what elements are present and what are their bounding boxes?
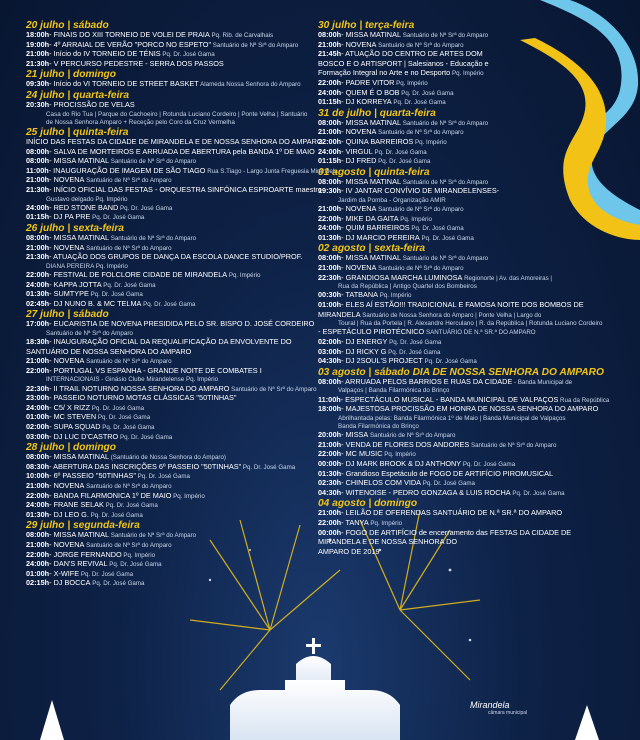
event-time: 18:00h [318,404,342,414]
event-title: - DJ RICKY G [341,346,387,356]
day-heading: 25 julho | quinta-feira [26,126,129,138]
event-title: - MISSA MATINAL [341,176,401,186]
event-time: 08:00h [26,530,50,540]
event-place: Santuário de Nª Srª do Amparo [84,177,172,185]
event-title: - ELES AÍ ESTÃO!!! TRADICIONAL E FAMOSA NOITE DOS BOMBOS DE [341,300,584,310]
event-time: 21:00h [318,508,342,518]
event-title: - FINAIS DO XIII TORNEIO DE VOLEI DE PRAIA [49,30,210,39]
event-title: - QUIM BARREIROS [341,223,410,233]
event-place: Alameda Nossa Senhora do Amparo [198,81,301,89]
event-title: - Grandioso Espetáculo de FOGO DE ARTIFÍCIO PIROMUSICAL [341,468,554,478]
event-title: - JORGE FERNANDO [49,549,122,559]
event-title: - NOVENA [341,204,377,214]
event-time: 21:45h [318,49,342,59]
event-place: Pq. Dr. José Gama [421,480,475,488]
event-place: Pq. Dr. José Gama [387,339,442,347]
event-title: AMPARO DE 2019 [318,546,380,556]
event-title: - NOVENA [49,242,85,252]
event-title: BOSCO E O ARTISPORT | Salesianos - Educação e [318,58,489,68]
event-item [318,301,620,311]
event-place: Pq. Dr. José Gama [391,99,446,107]
event-title: - INAUGURAÇÃO OFICIAL DA REQUALIFICAÇÃO DA ENVOLVENTE DO [49,337,292,347]
event-time: 21:00h [318,204,342,214]
event-time: 23:00h [26,393,50,403]
event-time: 01:00h [26,568,50,578]
event-place: Pq. Dr. José Gama [88,511,143,519]
event-time: 21:00h [318,439,342,449]
event-place: Pq. Dr. José Gama [372,148,427,156]
event-title: - Início do VI TORNEIO DE STREET BASKET [49,79,199,89]
event-place: Santuário de Nª Srª do Amparo [401,255,489,263]
event-place: Santuário de Nª Srª do Amparo [401,178,489,186]
event-time: 20:30h [26,99,50,109]
event-title: - MC STEVEN [49,412,97,422]
event-title: - DJ KORREYA [341,97,392,107]
event-place: Santuário de Nª Srª do Amparo [469,441,557,449]
event-place: Rua da República [558,396,610,404]
event-title: - NOVENA [49,481,85,490]
day-heading: 29 julho | segunda-feira [26,520,140,532]
event-title: - SUMTYPE [49,289,89,299]
logo-name: Mirandela [470,700,510,710]
event-time: 24:00h [318,87,342,97]
event-time: 08:00h [318,117,342,127]
event-place: Santuário de Nª Srª do Amparo [376,265,464,273]
event-time: 22:00h [26,269,50,279]
event-place: Pq. Dr. José Gama [118,433,173,441]
event-title: - DJ 2SOUL'S PROJECT [341,356,423,366]
event-title: - Início do IV TORNEIO DE TÉNIS [49,49,161,59]
event-time: 22:30h [318,272,342,282]
event-place: Santuário de Nª Srª do Amparo [84,541,172,549]
event-title: - DJ MARK BROOK & DJ ANTHONY [341,459,462,468]
event-time: 10:00h [26,471,50,481]
event-title: MIRANDELA E DE NOSSA SENHORA DO [318,537,458,547]
event-time: 21:00h [26,175,50,185]
event-title: - PROCISSÃO DE VELAS [49,99,135,109]
event-time: 09:30h [26,79,50,89]
event-place: Pq. Dr. José Gama [96,414,151,422]
event-item [26,101,316,111]
event-place: Santuário de Nª Srª do Amparo [401,119,489,127]
event-time: 01:30h [318,468,342,478]
event-time: 24:00h [26,500,50,510]
event-title: - 4º ARRAIAL DE VERÃO "PORCO NO ESPETO" [49,39,212,49]
event-place: Pq. Dr. José Gama [141,300,196,308]
event-title: INÍCIO DAS FESTAS DA CIDADE DE MIRANDELA E DE NOSSA SENHORA DO AMPARO [26,136,323,146]
event-time: 22:00h [318,77,342,87]
event-time: 21:00h [318,127,342,137]
event-time: 08:00h [26,156,50,166]
event-place: Pq. Dr. José Gama [241,463,296,471]
event-note: de Nossa Senhora Amparo + Receção pelo Coro da Cruz Vermelha [46,118,235,126]
event-place: Pq. Império [450,70,484,78]
logo-subtitle: câmara municipal [488,710,528,716]
event-item [318,378,620,388]
event-time: 01:00h [26,412,50,422]
event-place: Pq. Império [121,551,156,559]
event-title: - V PERCURSO PEDESTRE - SERRA DOS PASSOS [49,58,224,68]
event-time: 24:00h [318,223,342,233]
event-place: Pq. Dr. José Gama [422,358,477,366]
event-place: Santuário de Nª Srª do Amparo [211,41,299,49]
event-title: - MISSA MATINAL [49,530,109,540]
event-title: - SUPA SQUAD [49,422,101,432]
event-place: Pq. Dr. José Gama [386,348,441,356]
event-title: - MAJESTOSA PROCISSÃO EM HONRA DE NOSSA SENHORA DO AMPARO [341,404,599,414]
event-title: - FESTIVAL DE FOLCLORE CIDADE DE MIRANDELA [49,269,228,279]
event-title: - MISSA MATINAL [341,117,401,127]
event-title: - FOGO DE ARTIFÍCIO de encerramento das FESTAS DA CIDADE DE [341,527,572,537]
event-note: Santuário de Nª Srª do Amparo [46,329,133,337]
event-place: Pq. Dr. José Gama [90,580,145,588]
event-place: Pq. Dr. José Gama [103,502,158,510]
event-title: - ATUAÇÃO DOS GRUPOS DE DANÇA DA ESCOLA DANCE STUDIO/PROF. [49,252,303,262]
event-time: 19:00h [26,39,50,49]
event-title: - SALVA DE MORTEIROS E ARRUADA DE ABERTURA pela BANDA 1º DE MAIO [49,146,315,156]
event-item [26,300,316,310]
event-time: 17:00h [26,319,50,329]
event-item [26,511,316,521]
event-place: Santuário de Nª Srª do Amparo [368,432,456,440]
event-time: 08:00h [318,30,342,39]
event-place: Santuário de Nª Srª do Amparo [84,358,172,366]
event-time: 21:00h [26,481,50,490]
event-item [318,234,620,244]
event-note: Casa do Rio Tua | Parque do Cachoeiro | Rotunda Luciano Cordeiro | Ponte Velha | Santuário [46,110,308,118]
event-title: - VIRGUL [341,146,373,156]
event-place: Santuário de Nª Srª do Amparo [376,41,464,49]
event-place: Pq. Império [394,79,428,87]
event-time: 04:30h [318,356,342,366]
event-time: 21:30h [26,58,50,68]
event-place: Santuário de Nossa Senhora do Amparo | Ponte Velha | Largo do [360,311,542,319]
event-time: 21:00h [26,49,50,59]
event-title: - WITENOISE - PEDRO GONZAGA & LUIS ROCHA [341,487,511,497]
event-time: 22:00h [318,213,342,223]
event-time: 22:30h [26,383,50,393]
program-column-right [318,20,620,557]
event-item [26,80,316,90]
event-time: 22:00h [26,365,50,375]
event-title: - VENDA DE FLORES DOS ANDORES [341,439,470,449]
event-place: Santuário de Nª Srª do Amparo [109,532,197,540]
event-item [26,253,316,263]
event-place: SANTUÁRIO DE N.ª SR.ª DO AMPARO [424,329,536,337]
event-title: - NOVENA [49,175,85,185]
event-title: - ATUAÇÃO DO CENTRO DE ARTES DOM [341,49,483,59]
event-time: 11:00h [26,165,49,175]
event-time: 02:00h [318,337,342,347]
event-place: Pq. Império [171,492,205,500]
event-title: - MISSA MATINAL [49,452,109,462]
mirandela-logo [470,700,527,716]
event-time: 24:00h [26,402,50,412]
event-item [318,187,620,197]
day-heading: 31 de julho | quarta-feira [318,107,436,119]
event-time: 01:15h [26,212,50,222]
event-item [318,98,620,108]
event-title: - PASSEIO NOTURNO MOTAS CLÁSSICAS "50TINHAS" [49,393,237,403]
event-note: Jardim da Pomba - Organização AMIR [338,196,446,204]
event-time: 08:00h [26,452,50,462]
event-place: Regionorte | Av. das Amoreiras | [462,274,553,282]
event-title: - BANDA FILARMONICA 1º DE MAIO [49,490,172,500]
day-heading: 30 julho | terça-feira [318,20,415,31]
event-time: 00:30h [318,290,342,300]
event-note: Banda Filarmónica do Brinço [338,423,419,431]
day-heading: 02 agosto | sexta-feira [318,243,426,255]
event-item [26,320,316,330]
event-title: - LEILÃO DE OFERENDAS SANTUÁRIO DE N.ª SR.ª DO AMPARO [341,508,563,518]
event-place: Pq. Império [368,519,403,527]
event-place: Pq. Dr. José Gama [376,158,431,166]
event-item [318,357,620,367]
event-item [26,367,316,377]
event-title: - DJ PA PRE [49,212,91,222]
event-time: 21:00h [26,242,50,252]
event-place: Santuário de Nª Srª do Amparo [84,483,172,490]
event-time: 08:00h [26,146,50,156]
event-title: - MISSA MATINAL [49,232,109,242]
event-place: Pq. Dr. José Gama [100,424,155,432]
event-title: - C5/ X RIZZ [49,402,91,412]
event-place: Pq. Dr. José Gama [90,214,145,222]
event-time: 21:30h [26,252,50,262]
event-place: Santuário de Nª Srª do Amparo [401,32,489,39]
event-title: - MC MUSIC [341,449,383,459]
event-title: - FRANE SELAK [49,500,104,510]
event-place: Santuário de Nª Srª do Amparo [376,129,464,137]
event-title: - II TRAIL NOTURNO NOSSA SENHORA DO AMPARO [49,383,230,393]
event-place: Pq. Dr. José Gama [101,281,156,289]
event-title: Formação Integral no Arte e no Desporto [318,68,451,78]
event-time: 01:15h [318,156,342,166]
event-place: Pq. Império [382,451,416,459]
event-time: 01:00h [318,300,342,310]
event-item [26,213,316,223]
event-place: Pq. Dr. José Gama [79,570,134,578]
day-heading: 03 agosto | sábado DIA DE NOSSA SENHORA DO AMPARO [318,366,604,378]
event-item [26,60,316,70]
event-title: - DJ NUNO B. & MC TELMA [49,298,142,308]
event-place: Pq. Dr. José Gama [409,225,464,233]
event-title: - DJ ENERGY [341,337,388,347]
event-place: Santuário de Nª Srª do Amparo [109,234,197,242]
event-time: 24:00h [318,146,342,156]
event-place: Santuário de Nª Srª do Amparo [376,206,464,214]
event-title: - ABERTURA DAS INSCRIÇÕES 6º PASSEIO "50TINHAS" [49,461,242,471]
event-note: INTERNACIONAIS - Ginásio Clube Mirandelense Pq. Império [46,376,219,384]
event-item [26,579,316,589]
event-item [318,311,620,321]
event-title: - PADRE VITOR [341,77,395,87]
event-time: 00:00h [318,527,342,537]
event-time: 18:30h [26,337,50,347]
event-title: SANTUÁRIO DE NOSSA SENHORA DO AMPARO [26,346,192,356]
event-time: 24:00h [26,202,50,212]
event-title: - MISSA MATINAL [341,253,401,263]
event-title: - NOVENA [341,127,377,137]
event-time: 11:00h [318,394,341,404]
event-time: 01:30h [26,289,50,299]
event-time: 08:30h [26,461,50,471]
event-time: 08:00h [318,253,342,263]
event-time: 02:45h [26,298,50,308]
event-item [318,489,620,499]
event-title: - GRANDIOSA MARCHA LUMINOSA [341,272,463,282]
event-time: 22:00h [26,490,50,500]
event-title: - PORTUGAL VS ESPANHA - GRANDE NOITE DE COMBATES I [49,365,262,375]
event-title: - CHINELOS COM VIDA [341,478,421,488]
event-place: Pq. Rib. de Carvalhais [209,32,274,39]
event-place: Pq. Império [227,271,261,279]
event-time: 00:00h [318,459,342,468]
event-note: Gustavo delgado Pq. Império [46,195,128,203]
event-place: Santuário de Nª Srª do Amparo [229,385,317,393]
event-time: 22:00h [318,449,342,459]
event-time: 02:15h [26,578,50,588]
event-place: Pq. Dr. José Gama [90,404,145,412]
event-place: Pq. Dr. José Gama [135,473,190,481]
event-place: Rua S.Tiago - Largo Junta Freguesia Mirandela [205,167,338,175]
event-title: - 6º PASSEIO "50TINHAS" [49,471,136,481]
day-heading: 27 julho | sábado [26,309,109,321]
event-time: 03:00h [26,431,50,441]
event-time: 19:30h [318,186,342,196]
event-place: Pq. Dr. José Gama [118,204,173,212]
event-time: 01:30h [26,509,50,519]
event-title: - MISSA [341,430,369,440]
event-place: Santuário de Nª Srª do Amparo [84,244,172,252]
event-place: Pq. Império [398,215,432,223]
event-note: DIANA PEREIRA Pq. Império [46,262,128,270]
event-time: 21:30h [26,184,50,194]
event-item [318,548,620,558]
event-title: - TANYA [341,517,369,527]
event-time: 22:00h [26,549,50,559]
event-title: - MIKE DA GAITA [341,213,399,223]
event-time: 22:00h [318,517,342,527]
event-item [318,405,620,415]
day-heading: 28 julho | domingo [26,442,117,454]
event-title: - DJ LUC D'CASTRO [49,431,119,441]
event-time: 18:00h [26,30,50,39]
event-title: - ESPECTÁCULO MUSICAL - BANDA MUNICIPAL DE VALPAÇOS [340,394,559,404]
event-item [318,157,620,167]
event-time: 01:15h [318,97,342,107]
event-item [318,274,620,284]
event-note: Abrilhantada pelas: Banda Filarmónica 1º de Maio | Banda Municipal de Valpaços [338,414,566,422]
event-place: Pq. Dr. José Gama [510,489,565,497]
event-title: - DJ BOCCA [49,578,91,588]
event-title: - INÍCIO OFICIAL DAS FESTAS - ORQUESTRA SINFÓNICA ESPROARTE maestro [49,184,322,194]
event-time: 04:30h [318,487,342,497]
event-place: (Santuário de Nossa Senhora do Amparo) [109,454,226,462]
day-heading: 26 julho | sexta-feira [26,222,124,234]
event-title: MIRANDELA [318,309,361,319]
event-item [26,184,322,196]
event-time: 21:00h [26,356,50,366]
event-title: - QUINA BARREIROS [341,136,414,146]
event-place: Pq. Dr. José Gama [419,234,474,242]
event-title: - NOVENA [49,356,85,366]
event-place: Santuário de Nª Srª do Amparo [109,158,197,166]
event-time: 08:00h [318,376,342,386]
event-place: Pq. Dr. José Gama [160,51,215,59]
event-time: 02:00h [26,422,50,432]
day-heading: 04 agosto | domingo [318,498,418,510]
event-place: - Banda Municipal de [512,378,573,386]
event-title: - DJ MARCIO PEREIRA [341,232,420,242]
event-title: - ARRUADA PELOS BARRIOS E RUAS DA CIDADE [341,376,513,386]
event-title: - DJ LEO G. [49,509,89,519]
event-item [26,433,316,443]
event-title: - X-WIFE [49,568,80,578]
event-title: - QUEM É O BOB [341,87,400,97]
event-place: Pq. Dr. José Gama [107,561,162,569]
event-place: Pq. Dr. José Gama [399,89,454,97]
event-time: 24:00h [26,279,50,289]
event-note: Valpaços | Banda Filarmónica do Brinço [338,387,450,395]
event-time: 08:00h [26,232,50,242]
event-note: Rua da República | Antigo Quartel dos Bombeiros [338,283,477,291]
day-heading: 24 julho | quarta-feira [26,89,130,101]
event-note: Toural | Rua da Portela | R. Alexandre Herculano | R. da República | Rotunda Luciano Cordeiro [338,320,603,328]
event-title: - RED STONE BAND [49,202,119,212]
day-heading: 21 julho | domingo [26,69,117,81]
event-place: Pq. Dr. José Gama [88,291,143,299]
event-title: - MISSA MATINAL [49,156,109,166]
event-place: Pq. Império [378,292,412,300]
event-place: Pq. Dr. José Gama [461,461,516,468]
event-time: 21:00h [318,39,342,49]
event-time: 21:00h [318,263,342,273]
event-title: - NOVENA [341,263,377,273]
event-time: 22:00h [318,136,342,146]
event-title: - KAPPA JOTTA [49,279,102,289]
event-place: Pq. Império [413,138,447,146]
event-title: - NOVENA [49,539,85,549]
event-title: - ESPETÁCULO PIROTÉCNICO [318,327,425,337]
event-time: 20:00h [318,430,342,440]
event-title: - MISSA MATINAL [341,30,401,39]
event-title: - DAN'S REVIVAL [49,559,108,569]
event-title: - INAUGURAÇÃO DE IMAGEM DE SÃO TIAGO [48,165,206,175]
event-time: 24:00h [26,559,50,569]
event-title: - IV JANTAR CONVÍVIO DE MIRANDELENSES- [341,186,500,196]
event-time: 21:00h [26,539,50,549]
event-title: - TATBANA [341,290,379,300]
day-heading: 20 julho | sábado [26,20,109,31]
day-heading: 01 agosto | quinta-feira [318,166,430,178]
event-time: 02:30h [318,478,342,488]
event-title: - EUCARISTIA DE NOVENA PRESIDIDA PELO SR. BISPO D. JOSÉ CORDEIRO [49,319,315,329]
event-time: 03:00h [318,346,342,356]
event-title: - DJ FRED [341,156,377,166]
event-time: 01:30h [318,232,342,242]
event-title: - NOVENA [341,39,377,49]
event-time: 08:00h [318,176,342,186]
